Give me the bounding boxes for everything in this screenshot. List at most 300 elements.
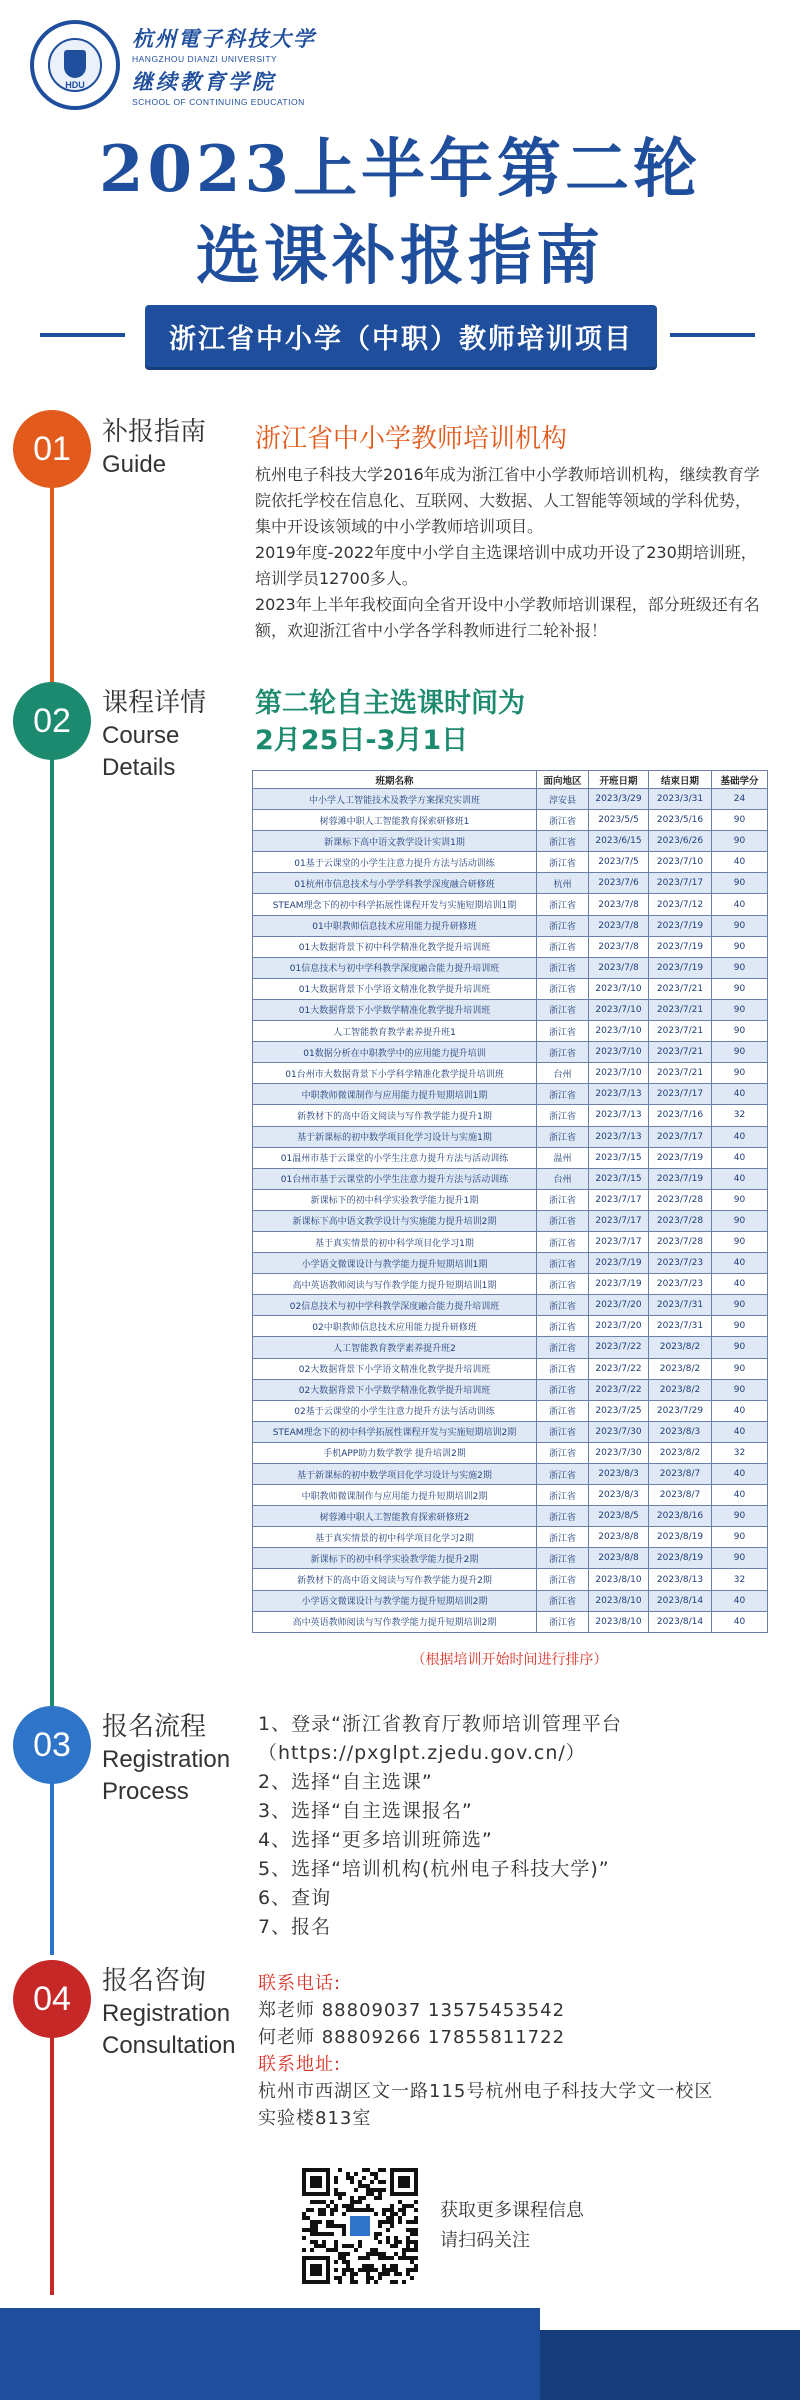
course-name-cell: 01数据分析在中职教学中的应用能力提升培训 <box>253 1042 537 1063</box>
region-cell: 浙江省 <box>537 1316 589 1337</box>
start-date-cell: 2023/7/15 <box>589 1147 649 1168</box>
region-cell: 浙江省 <box>537 810 589 831</box>
start-date-cell: 2023/7/8 <box>589 915 649 936</box>
phone-label: 联系电话: <box>258 1973 342 1994</box>
start-date-cell: 2023/7/30 <box>589 1421 649 1442</box>
start-date-cell: 2023/3/29 <box>589 789 649 810</box>
region-cell: 浙江省 <box>537 1400 589 1421</box>
credits-cell: 90 <box>712 873 768 894</box>
section-title-en: Consultation <box>102 2032 236 2059</box>
logo-university-cn: 杭州電子科技大学 <box>132 26 316 51</box>
course-name-cell: 01基于云课堂的小学生注意力提升方法与活动训练 <box>253 852 537 873</box>
contact-address-line2: 实验楼813室 <box>258 2108 372 2129</box>
course-name-cell: 01杭州市信息技术与小学学科教学深度融合研修班 <box>253 873 537 894</box>
section-title-course-details <box>102 686 206 784</box>
end-date-cell: 2023/8/16 <box>649 1506 712 1527</box>
start-date-cell: 2023/7/8 <box>589 894 649 915</box>
table-row <box>253 1063 768 1084</box>
start-date-cell: 2023/8/10 <box>589 1611 649 1632</box>
end-date-cell: 2023/7/17 <box>649 1126 712 1147</box>
guide-paragraph: 杭州电子科技大学2016年成为浙江省中小学教师培训机构，继续教育学院依托学校在信息化、互联网、大数据、人工智能等领域的学科优势，集中开设该领域的中小学教师培训项目。 <box>255 465 760 536</box>
region-cell: 浙江省 <box>537 1105 589 1126</box>
start-date-cell: 2023/7/15 <box>589 1168 649 1189</box>
start-date-cell: 2023/7/22 <box>589 1379 649 1400</box>
logo-university-en: HANGZHOU DIANZI UNIVERSITY <box>132 54 278 64</box>
course-name-cell: 01中职教师信息技术应用能力提升研修班 <box>253 915 537 936</box>
course-name-cell: STEAM理念下的初中科学拓展性课程开发与实施短期培训2期 <box>253 1421 537 1442</box>
course-name-cell: 新课标下的初中科学实验教学能力提升2期 <box>253 1548 537 1569</box>
registration-step: 5、选择“培训机构(杭州电子科技大学)” <box>258 1858 610 1880</box>
end-date-cell: 2023/8/2 <box>649 1379 712 1400</box>
region-cell: 浙江省 <box>537 1210 589 1231</box>
end-date-cell: 2023/7/28 <box>649 1231 712 1252</box>
table-row <box>253 1506 768 1527</box>
end-date-cell: 2023/7/29 <box>649 1400 712 1421</box>
end-date-cell: 2023/7/28 <box>649 1189 712 1210</box>
course-name-cell: 新课标下的初中科学实验教学能力提升1期 <box>253 1189 537 1210</box>
region-cell: 浙江省 <box>537 1527 589 1548</box>
region-cell: 浙江省 <box>537 999 589 1020</box>
end-date-cell: 2023/7/21 <box>649 1021 712 1042</box>
start-date-cell: 2023/7/10 <box>589 999 649 1020</box>
table-row <box>253 999 768 1020</box>
end-date-cell: 2023/7/21 <box>649 999 712 1020</box>
end-date-cell: 2023/7/12 <box>649 894 712 915</box>
credits-cell: 40 <box>712 1147 768 1168</box>
course-name-cell: 高中英语教师阅读与写作教学能力提升短期培训1期 <box>253 1274 537 1295</box>
start-date-cell: 2023/8/5 <box>589 1506 649 1527</box>
column-header-credits: 基础学分 <box>712 771 768 789</box>
start-date-cell: 2023/7/13 <box>589 1105 649 1126</box>
course-name-cell: 高中英语教师阅读与写作教学能力提升短期培训2期 <box>253 1611 537 1632</box>
table-row <box>253 1316 768 1337</box>
credits-cell: 90 <box>712 1548 768 1569</box>
credits-cell: 40 <box>712 894 768 915</box>
credits-cell: 40 <box>712 1400 768 1421</box>
region-cell: 浙江省 <box>537 1358 589 1379</box>
section-title-en: Registration <box>102 1746 231 1773</box>
subtitle-divider-left <box>40 333 125 337</box>
university-seal-icon: HDU <box>30 20 120 110</box>
main-title-line1: 2023上半年第二轮 <box>98 132 702 207</box>
end-date-cell: 2023/8/3 <box>649 1421 712 1442</box>
course-name-cell: 人工智能教育教学素养提升班2 <box>253 1337 537 1358</box>
region-cell: 浙江省 <box>537 852 589 873</box>
credits-cell: 32 <box>712 1105 768 1126</box>
table-row <box>253 1421 768 1442</box>
credits-cell: 90 <box>712 1337 768 1358</box>
table-row <box>253 1168 768 1189</box>
start-date-cell: 2023/7/5 <box>589 852 649 873</box>
table-row <box>253 915 768 936</box>
start-date-cell: 2023/7/25 <box>589 1400 649 1421</box>
address-label: 联系地址: <box>258 2054 342 2075</box>
contact-info <box>258 1970 713 2132</box>
region-cell: 浙江省 <box>537 1379 589 1400</box>
region-cell: 浙江省 <box>537 1548 589 1569</box>
credits-cell: 90 <box>712 1210 768 1231</box>
start-date-cell: 2023/8/8 <box>589 1527 649 1548</box>
credits-cell: 40 <box>712 1485 768 1506</box>
end-date-cell: 2023/8/19 <box>649 1548 712 1569</box>
section-number-04: 04 <box>13 1960 91 2038</box>
table-row <box>253 1084 768 1105</box>
end-date-cell: 2023/7/28 <box>649 1210 712 1231</box>
table-row <box>253 810 768 831</box>
course-name-cell: 02中职教师信息技术应用能力提升研修班 <box>253 1316 537 1337</box>
section-title-cn: 补报指南 <box>102 417 207 447</box>
course-name-cell: 小学语文微课设计与教学能力提升短期培训1期 <box>253 1253 537 1274</box>
region-cell: 浙江省 <box>537 957 589 978</box>
section-title-en: Course <box>102 722 180 749</box>
credits-cell: 90 <box>712 1189 768 1210</box>
column-header-end-date: 结束日期 <box>649 771 712 789</box>
table-row <box>253 789 768 810</box>
end-date-cell: 2023/7/19 <box>649 936 712 957</box>
start-date-cell: 2023/5/5 <box>589 810 649 831</box>
course-name-cell: 中小学人工智能技术及教学方案探究实训班 <box>253 789 537 810</box>
start-date-cell: 2023/7/19 <box>589 1253 649 1274</box>
credits-cell: 40 <box>712 1168 768 1189</box>
table-row <box>253 978 768 999</box>
region-cell: 浙江省 <box>537 1295 589 1316</box>
course-table-body <box>253 789 768 1633</box>
table-row <box>253 1400 768 1421</box>
course-period-label: 第二轮自主选课时间为 <box>255 688 525 719</box>
course-name-cell: 02大数据背景下小学数学精准化教学提升培训班 <box>253 1379 537 1400</box>
start-date-cell: 2023/7/10 <box>589 978 649 999</box>
registration-steps <box>258 1710 622 1942</box>
section-title-en: Registration <box>102 2000 231 2027</box>
credits-cell: 32 <box>712 1442 768 1463</box>
end-date-cell: 2023/7/10 <box>649 852 712 873</box>
end-date-cell: 2023/7/23 <box>649 1274 712 1295</box>
platform-url-link[interactable]: （https://pxglpt.zjedu.gov.cn/） <box>258 1742 586 1764</box>
course-name-cell: 新教材下的高中语文阅读与写作教学能力提升2期 <box>253 1569 537 1590</box>
table-row <box>253 1569 768 1590</box>
credits-cell: 40 <box>712 1421 768 1442</box>
course-name-cell: 手机APP助力数学教学 提升培训2期 <box>253 1442 537 1463</box>
course-name-cell: 中职教师微课制作与应用能力提升短期培训1期 <box>253 1084 537 1105</box>
table-row <box>253 1464 768 1485</box>
region-cell: 浙江省 <box>537 1506 589 1527</box>
start-date-cell: 2023/7/13 <box>589 1126 649 1147</box>
registration-step: 3、选择“自主选课报名” <box>258 1800 473 1822</box>
start-date-cell: 2023/7/10 <box>589 1042 649 1063</box>
credits-cell: 40 <box>712 1611 768 1632</box>
region-cell: 浙江省 <box>537 978 589 999</box>
end-date-cell: 2023/8/14 <box>649 1590 712 1611</box>
start-date-cell: 2023/8/3 <box>589 1464 649 1485</box>
credits-cell: 40 <box>712 1274 768 1295</box>
table-row <box>253 1042 768 1063</box>
course-name-cell: 新课标下高中语文教学设计与实施能力提升培训2期 <box>253 1210 537 1231</box>
region-cell: 浙江省 <box>537 1189 589 1210</box>
region-cell: 浙江省 <box>537 1084 589 1105</box>
course-name-cell: 01台州市大数据背景下小学科学精准化教学提升培训班 <box>253 1063 537 1084</box>
section-title-cn: 报名咨询 <box>102 1966 207 1996</box>
course-name-cell: STEAM理念下的初中科学拓展性课程开发与实施短期培训1期 <box>253 894 537 915</box>
region-cell: 浙江省 <box>537 1590 589 1611</box>
start-date-cell: 2023/7/13 <box>589 1084 649 1105</box>
credits-cell: 32 <box>712 1569 768 1590</box>
credits-cell: 90 <box>712 957 768 978</box>
table-row <box>253 1358 768 1379</box>
table-row <box>253 1253 768 1274</box>
credits-cell: 90 <box>712 810 768 831</box>
region-cell: 浙江省 <box>537 1042 589 1063</box>
credits-cell: 90 <box>712 978 768 999</box>
course-name-cell: 树蓉滩中职人工智能教育探索研修班1 <box>253 810 537 831</box>
region-cell: 浙江省 <box>537 831 589 852</box>
start-date-cell: 2023/7/17 <box>589 1189 649 1210</box>
table-row <box>253 1231 768 1252</box>
course-name-cell: 01大数据背景下小学数学精准化教学提升培训班 <box>253 999 537 1020</box>
end-date-cell: 2023/8/2 <box>649 1442 712 1463</box>
section-title-cn: 报名流程 <box>102 1712 207 1742</box>
credits-cell: 90 <box>712 915 768 936</box>
logo-school-cn: 继续教育学院 <box>132 69 276 94</box>
start-date-cell: 2023/7/10 <box>589 1021 649 1042</box>
start-date-cell: 2023/7/19 <box>589 1274 649 1295</box>
course-name-cell: 新教材下的高中语文阅读与写作教学能力提升1期 <box>253 1105 537 1126</box>
credits-cell: 90 <box>712 1295 768 1316</box>
region-cell: 浙江省 <box>537 1611 589 1632</box>
end-date-cell: 2023/5/16 <box>649 810 712 831</box>
table-row <box>253 1105 768 1126</box>
end-date-cell: 2023/8/19 <box>649 1527 712 1548</box>
course-name-cell: 基于新课标的初中数学项目化学习设计与实施1期 <box>253 1126 537 1147</box>
start-date-cell: 2023/7/10 <box>589 1063 649 1084</box>
region-cell: 浙江省 <box>537 1274 589 1295</box>
region-cell: 浙江省 <box>537 894 589 915</box>
course-name-cell: 02信息技术与初中学科教学深度融合能力提升培训班 <box>253 1295 537 1316</box>
start-date-cell: 2023/7/8 <box>589 957 649 978</box>
section-title-guide <box>102 415 206 481</box>
table-row <box>253 1337 768 1358</box>
course-name-cell: 01台州市基于云课堂的小学生注意力提升方法与活动训练 <box>253 1168 537 1189</box>
region-cell: 浙江省 <box>537 1126 589 1147</box>
table-row <box>253 1590 768 1611</box>
end-date-cell: 2023/6/26 <box>649 831 712 852</box>
start-date-cell: 2023/8/3 <box>589 1485 649 1506</box>
start-date-cell: 2023/6/15 <box>589 831 649 852</box>
column-header-start-date: 开班日期 <box>589 771 649 789</box>
table-row <box>253 873 768 894</box>
subtitle-divider-right <box>670 333 755 337</box>
credits-cell: 40 <box>712 1084 768 1105</box>
subtitle-banner: 浙江省中小学（中职）教师培训项目 <box>145 305 657 367</box>
credits-cell: 90 <box>712 1527 768 1548</box>
table-row <box>253 1485 768 1506</box>
credits-cell: 40 <box>712 1464 768 1485</box>
end-date-cell: 2023/7/21 <box>649 978 712 999</box>
section-title-registration-process <box>102 1710 230 1808</box>
region-cell: 浙江省 <box>537 915 589 936</box>
table-row <box>253 1527 768 1548</box>
region-cell: 台州 <box>537 1063 589 1084</box>
end-date-cell: 2023/7/17 <box>649 1084 712 1105</box>
course-name-cell: 02基于云课堂的小学生注意力提升方法与活动训练 <box>253 1400 537 1421</box>
registration-step: 6、查询 <box>258 1887 332 1909</box>
course-name-cell: 中职教师微课制作与应用能力提升短期培训2期 <box>253 1485 537 1506</box>
credits-cell: 90 <box>712 1231 768 1252</box>
credits-cell: 90 <box>712 1379 768 1400</box>
table-row <box>253 852 768 873</box>
table-row <box>253 894 768 915</box>
footer-band-accent <box>540 2330 800 2400</box>
qr-caption-line2: 请扫码关注 <box>440 2230 530 2251</box>
course-period-dates: 2月25日-3月1日 <box>255 725 469 756</box>
end-date-cell: 2023/3/31 <box>649 789 712 810</box>
credits-cell: 40 <box>712 1126 768 1147</box>
course-name-cell: 基于新课标的初中数学项目化学习设计与实施2期 <box>253 1464 537 1485</box>
table-row <box>253 1611 768 1632</box>
guide-heading: 浙江省中小学教师培训机构 <box>255 424 568 454</box>
qr-caption <box>440 2196 584 2256</box>
end-date-cell: 2023/8/14 <box>649 1611 712 1632</box>
guide-paragraph: 2023年上半年我校面向全省开设中小学教师培训课程，部分班级还有名额，欢迎浙江省中小学各学科教师进行二轮补报！ <box>255 595 760 640</box>
footer-band <box>0 2308 540 2400</box>
end-date-cell: 2023/7/31 <box>649 1295 712 1316</box>
registration-step: 1、登录“浙江省教育厅教师培训管理平台 <box>258 1713 622 1735</box>
region-cell: 浙江省 <box>537 1337 589 1358</box>
registration-step: 2、选择“自主选课” <box>258 1771 433 1793</box>
course-name-cell: 新课标下高中语文教学设计实训1期 <box>253 831 537 852</box>
credits-cell: 90 <box>712 936 768 957</box>
region-cell: 浙江省 <box>537 936 589 957</box>
end-date-cell: 2023/7/23 <box>649 1253 712 1274</box>
credits-cell: 40 <box>712 852 768 873</box>
start-date-cell: 2023/7/22 <box>589 1337 649 1358</box>
section-number-03: 03 <box>13 1706 91 1784</box>
credits-cell: 40 <box>712 1253 768 1274</box>
end-date-cell: 2023/7/16 <box>649 1105 712 1126</box>
end-date-cell: 2023/8/7 <box>649 1464 712 1485</box>
table-row <box>253 1442 768 1463</box>
start-date-cell: 2023/7/17 <box>589 1210 649 1231</box>
credits-cell: 90 <box>712 1021 768 1042</box>
section-title-en: Details <box>102 754 176 781</box>
credits-cell: 90 <box>712 1063 768 1084</box>
column-header-course-name: 班期名称 <box>253 771 537 789</box>
registration-step: 7、报名 <box>258 1916 332 1938</box>
end-date-cell: 2023/7/19 <box>649 1168 712 1189</box>
column-header-region: 面向地区 <box>537 771 589 789</box>
section-title-en: Process <box>102 1778 189 1805</box>
section-title-cn: 课程详情 <box>102 688 207 718</box>
credits-cell: 90 <box>712 1316 768 1337</box>
school-logo <box>30 20 316 110</box>
course-name-cell: 02大数据背景下小学语文精准化教学提升培训班 <box>253 1358 537 1379</box>
end-date-cell: 2023/7/21 <box>649 1063 712 1084</box>
course-selection-period <box>255 685 525 759</box>
region-cell: 浙江省 <box>537 1421 589 1442</box>
start-date-cell: 2023/8/10 <box>589 1569 649 1590</box>
contact-address-line1: 杭州市西湖区文一路115号杭州电子科技大学文一校区 <box>258 2081 714 2102</box>
start-date-cell: 2023/8/8 <box>589 1548 649 1569</box>
start-date-cell: 2023/7/30 <box>589 1442 649 1463</box>
table-sort-note: （根据培训开始时间进行排序） <box>411 1652 608 1668</box>
table-row <box>253 1210 768 1231</box>
end-date-cell: 2023/8/2 <box>649 1337 712 1358</box>
region-cell: 浙江省 <box>537 1485 589 1506</box>
section-number-02: 02 <box>13 682 91 760</box>
region-cell: 浙江省 <box>537 1464 589 1485</box>
credits-cell: 90 <box>712 1042 768 1063</box>
course-name-cell: 基于真实情景的初中科学项目化学习2期 <box>253 1527 537 1548</box>
table-row <box>253 1548 768 1569</box>
table-row <box>253 936 768 957</box>
logo-school-en: SCHOOL OF CONTINUING EDUCATION <box>132 97 305 107</box>
end-date-cell: 2023/7/19 <box>649 957 712 978</box>
start-date-cell: 2023/7/8 <box>589 936 649 957</box>
end-date-cell: 2023/8/13 <box>649 1569 712 1590</box>
end-date-cell: 2023/7/19 <box>649 915 712 936</box>
start-date-cell: 2023/7/6 <box>589 873 649 894</box>
region-cell: 浙江省 <box>537 1253 589 1274</box>
course-table <box>252 770 768 1633</box>
table-row <box>253 1274 768 1295</box>
start-date-cell: 2023/7/20 <box>589 1295 649 1316</box>
logo-wordmark <box>132 23 316 107</box>
end-date-cell: 2023/7/19 <box>649 1147 712 1168</box>
region-cell: 浙江省 <box>537 1569 589 1590</box>
section-number-01: 01 <box>13 410 91 488</box>
contact-phone-zheng[interactable]: 郑老师 88809037 13575453542 <box>258 2000 566 2021</box>
main-title-line2: 选课补报指南 <box>196 219 604 294</box>
credits-cell: 90 <box>712 831 768 852</box>
section-title-consultation <box>102 1964 235 2062</box>
credits-cell: 24 <box>712 789 768 810</box>
start-date-cell: 2023/7/17 <box>589 1231 649 1252</box>
start-date-cell: 2023/8/10 <box>589 1590 649 1611</box>
timeline-line-02 <box>50 725 54 1710</box>
credits-cell: 90 <box>712 999 768 1020</box>
table-header-row <box>253 771 768 789</box>
region-cell: 浙江省 <box>537 1021 589 1042</box>
end-date-cell: 2023/8/2 <box>649 1358 712 1379</box>
qr-caption-line1: 获取更多课程信息 <box>440 2200 584 2221</box>
table-row <box>253 1126 768 1147</box>
region-cell: 台州 <box>537 1168 589 1189</box>
region-cell: 温州 <box>537 1147 589 1168</box>
course-name-cell: 01大数据背景下初中科学精准化教学提升培训班 <box>253 936 537 957</box>
course-name-cell: 树蓉滩中职人工智能教育探索研修班2 <box>253 1506 537 1527</box>
course-name-cell: 小学语文微课设计与教学能力提升短期培训2期 <box>253 1590 537 1611</box>
section-title-en: Guide <box>102 451 167 478</box>
registration-step: 4、选择“更多培训班筛选” <box>258 1829 493 1851</box>
credits-cell: 90 <box>712 1358 768 1379</box>
qr-code-icon[interactable] <box>302 2168 418 2284</box>
region-cell: 淳安县 <box>537 789 589 810</box>
start-date-cell: 2023/7/22 <box>589 1358 649 1379</box>
guide-paragraph: 2019年度-2022年度中小学自主选课培训中成功开设了230期培训班，培训学员12700多人。 <box>255 543 757 588</box>
region-cell: 杭州 <box>537 873 589 894</box>
table-row <box>253 1379 768 1400</box>
end-date-cell: 2023/7/21 <box>649 1042 712 1063</box>
credits-cell: 90 <box>712 1506 768 1527</box>
contact-phone-he[interactable]: 何老师 88809266 17855811722 <box>258 2027 566 2048</box>
course-name-cell: 人工智能教育教学素养提升班1 <box>253 1021 537 1042</box>
credits-cell: 40 <box>712 1590 768 1611</box>
course-name-cell: 01信息技术与初中学科教学深度融合能力提升培训班 <box>253 957 537 978</box>
region-cell: 浙江省 <box>537 1231 589 1252</box>
table-row <box>253 831 768 852</box>
start-date-cell: 2023/7/20 <box>589 1316 649 1337</box>
course-name-cell: 01大数据背景下小学语文精准化教学提升培训班 <box>253 978 537 999</box>
course-name-cell: 01温州市基于云课堂的小学生注意力提升方法与活动训练 <box>253 1147 537 1168</box>
